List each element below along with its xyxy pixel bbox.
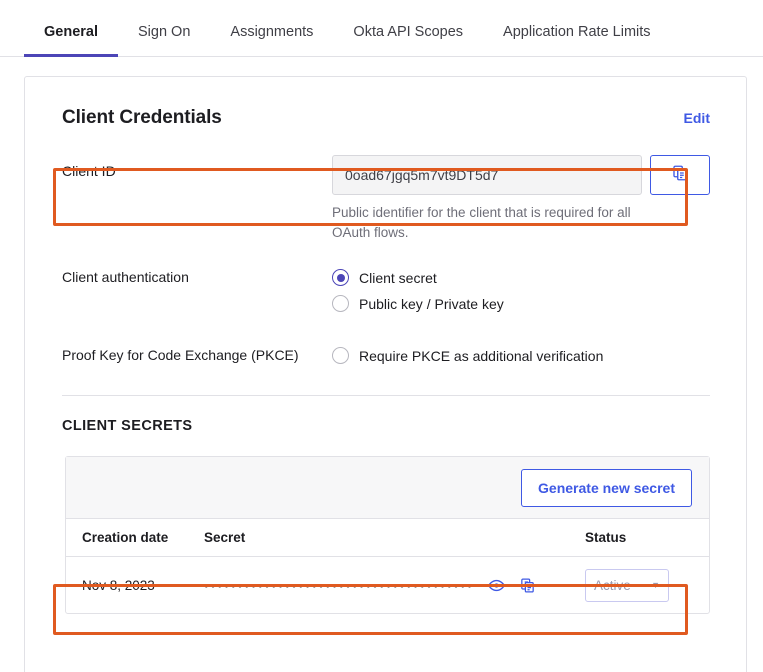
column-header-creation-date: Creation date	[82, 530, 169, 545]
divider	[62, 395, 710, 396]
tab-assignments[interactable]: Assignments	[230, 24, 314, 40]
checkbox-require-pkce[interactable]	[332, 347, 710, 364]
copy-client-id-button[interactable]	[650, 155, 710, 195]
cell-creation-date: Nov 8, 2023	[82, 577, 155, 593]
page-title: Client Credentials	[62, 107, 222, 128]
tab-general[interactable]: General	[24, 24, 118, 57]
column-header-status: Status	[585, 530, 627, 545]
client-id-row	[62, 155, 710, 243]
client-credentials-card	[24, 76, 747, 672]
copy-icon[interactable]	[519, 577, 536, 594]
checkbox-icon-unchecked	[332, 347, 349, 364]
eye-icon[interactable]	[488, 579, 505, 592]
table-row	[66, 557, 709, 613]
generate-new-secret-button[interactable]: Generate new secret	[521, 469, 692, 507]
tab-sign-on[interactable]: Sign On	[138, 24, 191, 40]
radio-client-secret[interactable]	[332, 269, 710, 286]
pkce-row	[62, 347, 710, 373]
edit-button[interactable]: Edit	[683, 110, 710, 126]
client-id-label: Client ID	[62, 163, 116, 179]
table-toolbar	[66, 457, 709, 519]
section-header	[62, 107, 710, 129]
radio-client-secret-label: Client secret	[359, 269, 437, 286]
cell-secret-masked: ••••••••••••••••••••••••••••••••••••••••	[204, 577, 475, 593]
tab-okta-api-scopes[interactable]: Okta API Scopes	[353, 24, 464, 40]
radio-public-private-key[interactable]	[332, 295, 710, 312]
client-authentication-row	[62, 269, 710, 321]
radio-icon-unchecked	[332, 295, 349, 312]
status-badge: Active	[594, 577, 631, 593]
chevron-down-icon: ▼	[651, 580, 660, 590]
radio-public-private-key-label: Public key / Private key	[359, 295, 504, 312]
table-header-row	[66, 519, 709, 557]
client-secrets-table	[65, 456, 710, 614]
checkbox-require-pkce-label: Require PKCE as additional verification	[359, 347, 604, 364]
pkce-label: Proof Key for Code Exchange (PKCE)	[62, 347, 299, 363]
client-secrets-title: CLIENT SECRETS	[62, 418, 193, 434]
column-header-secret: Secret	[204, 530, 246, 545]
status-dropdown[interactable]	[585, 569, 669, 602]
client-authentication-label: Client authentication	[62, 269, 189, 285]
client-id-input[interactable]	[332, 155, 642, 195]
radio-icon-checked	[332, 269, 349, 286]
tab-application-rate-limits[interactable]: Application Rate Limits	[503, 24, 651, 40]
client-id-helper-text: Public identifier for the client that is required for all OAuth flows.	[332, 205, 631, 240]
client-id-value: 0oad67jgq5m7vt9DT5d7	[345, 167, 499, 183]
tab-bar	[0, 0, 763, 57]
copy-icon	[671, 164, 689, 187]
